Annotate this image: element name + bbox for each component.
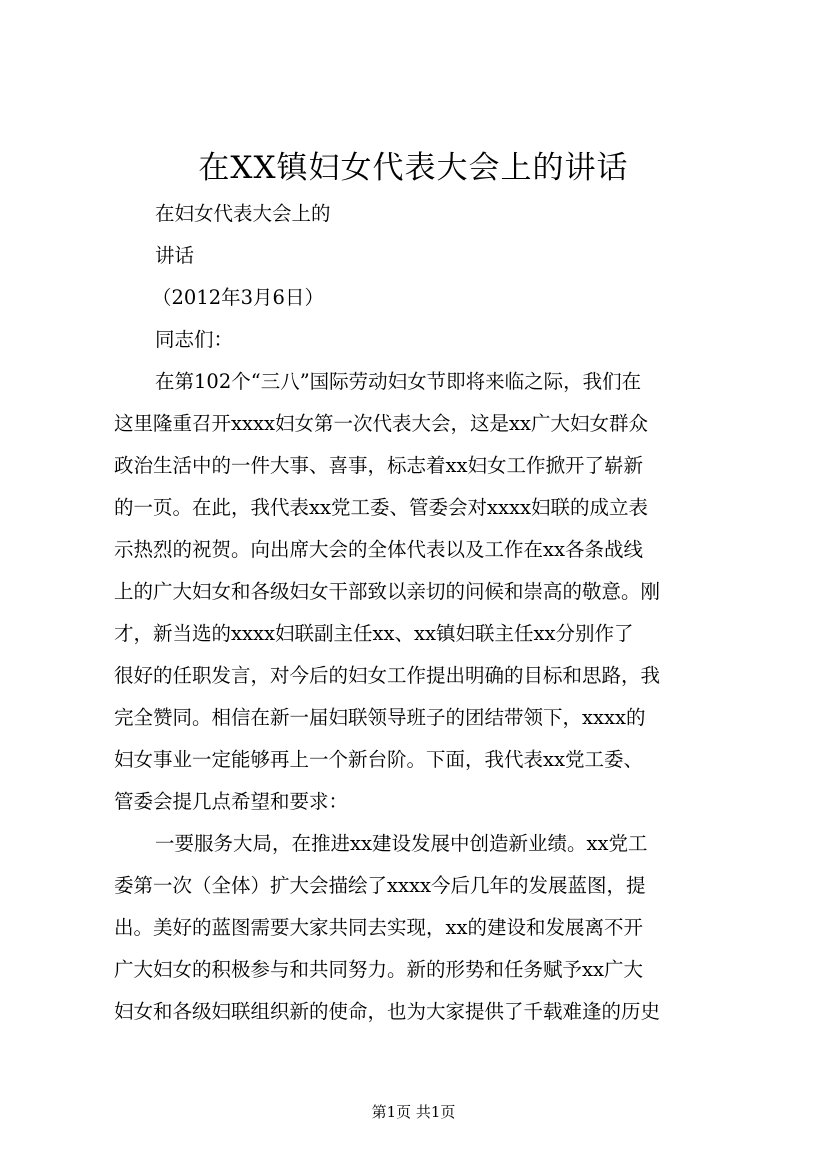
- body-line: 才，新当选的xxxx妇联副主任xx、xx镇妇联主任xx分别作了: [114, 622, 634, 645]
- body-line: 委第一次（全体）扩大会描绘了xxxx今后几年的发展蓝图，提: [114, 874, 646, 897]
- salutation: 同志们：: [155, 328, 234, 351]
- body-line: 很好的任职发言，对今后的妇女工作提出明确的目标和思路，我: [114, 664, 661, 687]
- body-line: 完全赞同。相信在新一届妇联领导班子的团结带领下，xxxx的: [114, 706, 646, 729]
- body-line: 这里隆重召开xxxx妇女第一次代表大会，这是xx广大妇女群众: [114, 412, 648, 435]
- subtitle-line-2: 讲话: [155, 244, 195, 267]
- body-line: 的一页。在此，我代表xx党工委、管委会对xxxx妇联的成立表: [114, 496, 648, 519]
- subtitle-line-1: 在妇女代表大会上的: [155, 202, 331, 225]
- body-line: 上的广大妇女和各级妇女干部致以亲切的问候和崇高的敬意。刚: [114, 580, 661, 603]
- body-line: 政治生活中的一件大事、喜事，标志着xx妇女工作掀开了崭新: [114, 454, 643, 477]
- body-line: 广大妇女的积极参与和共同努力。新的形势和任务赋予xx广大: [114, 958, 643, 981]
- body-line: 示热烈的祝贺。向出席大会的全体代表以及工作在xx各条战线: [114, 538, 643, 561]
- page-footer: 第1页 共1页: [371, 1103, 456, 1121]
- body-line: 妇女和各级妇联组织新的使命，也为大家提供了千载难逢的历史: [114, 1000, 661, 1023]
- body-line: 一要服务大局，在推进xx建设发展中创造新业绩。xx党工: [155, 832, 648, 855]
- body-line: 在第102个“三八”国际劳动妇女节即将来临之际，我们在: [155, 370, 642, 393]
- body-line: 管委会提几点希望和要求：: [114, 790, 349, 813]
- speech-date: （2012年3月6日）: [152, 286, 324, 309]
- document-title: 在XX镇妇女代表大会上的讲话: [198, 150, 629, 186]
- body-line: 妇女事业一定能够再上一个新台阶。下面，我代表xx党工委、: [114, 748, 643, 771]
- body-line: 出。美好的蓝图需要大家共同去实现，xx的建设和发展离不开: [114, 916, 643, 939]
